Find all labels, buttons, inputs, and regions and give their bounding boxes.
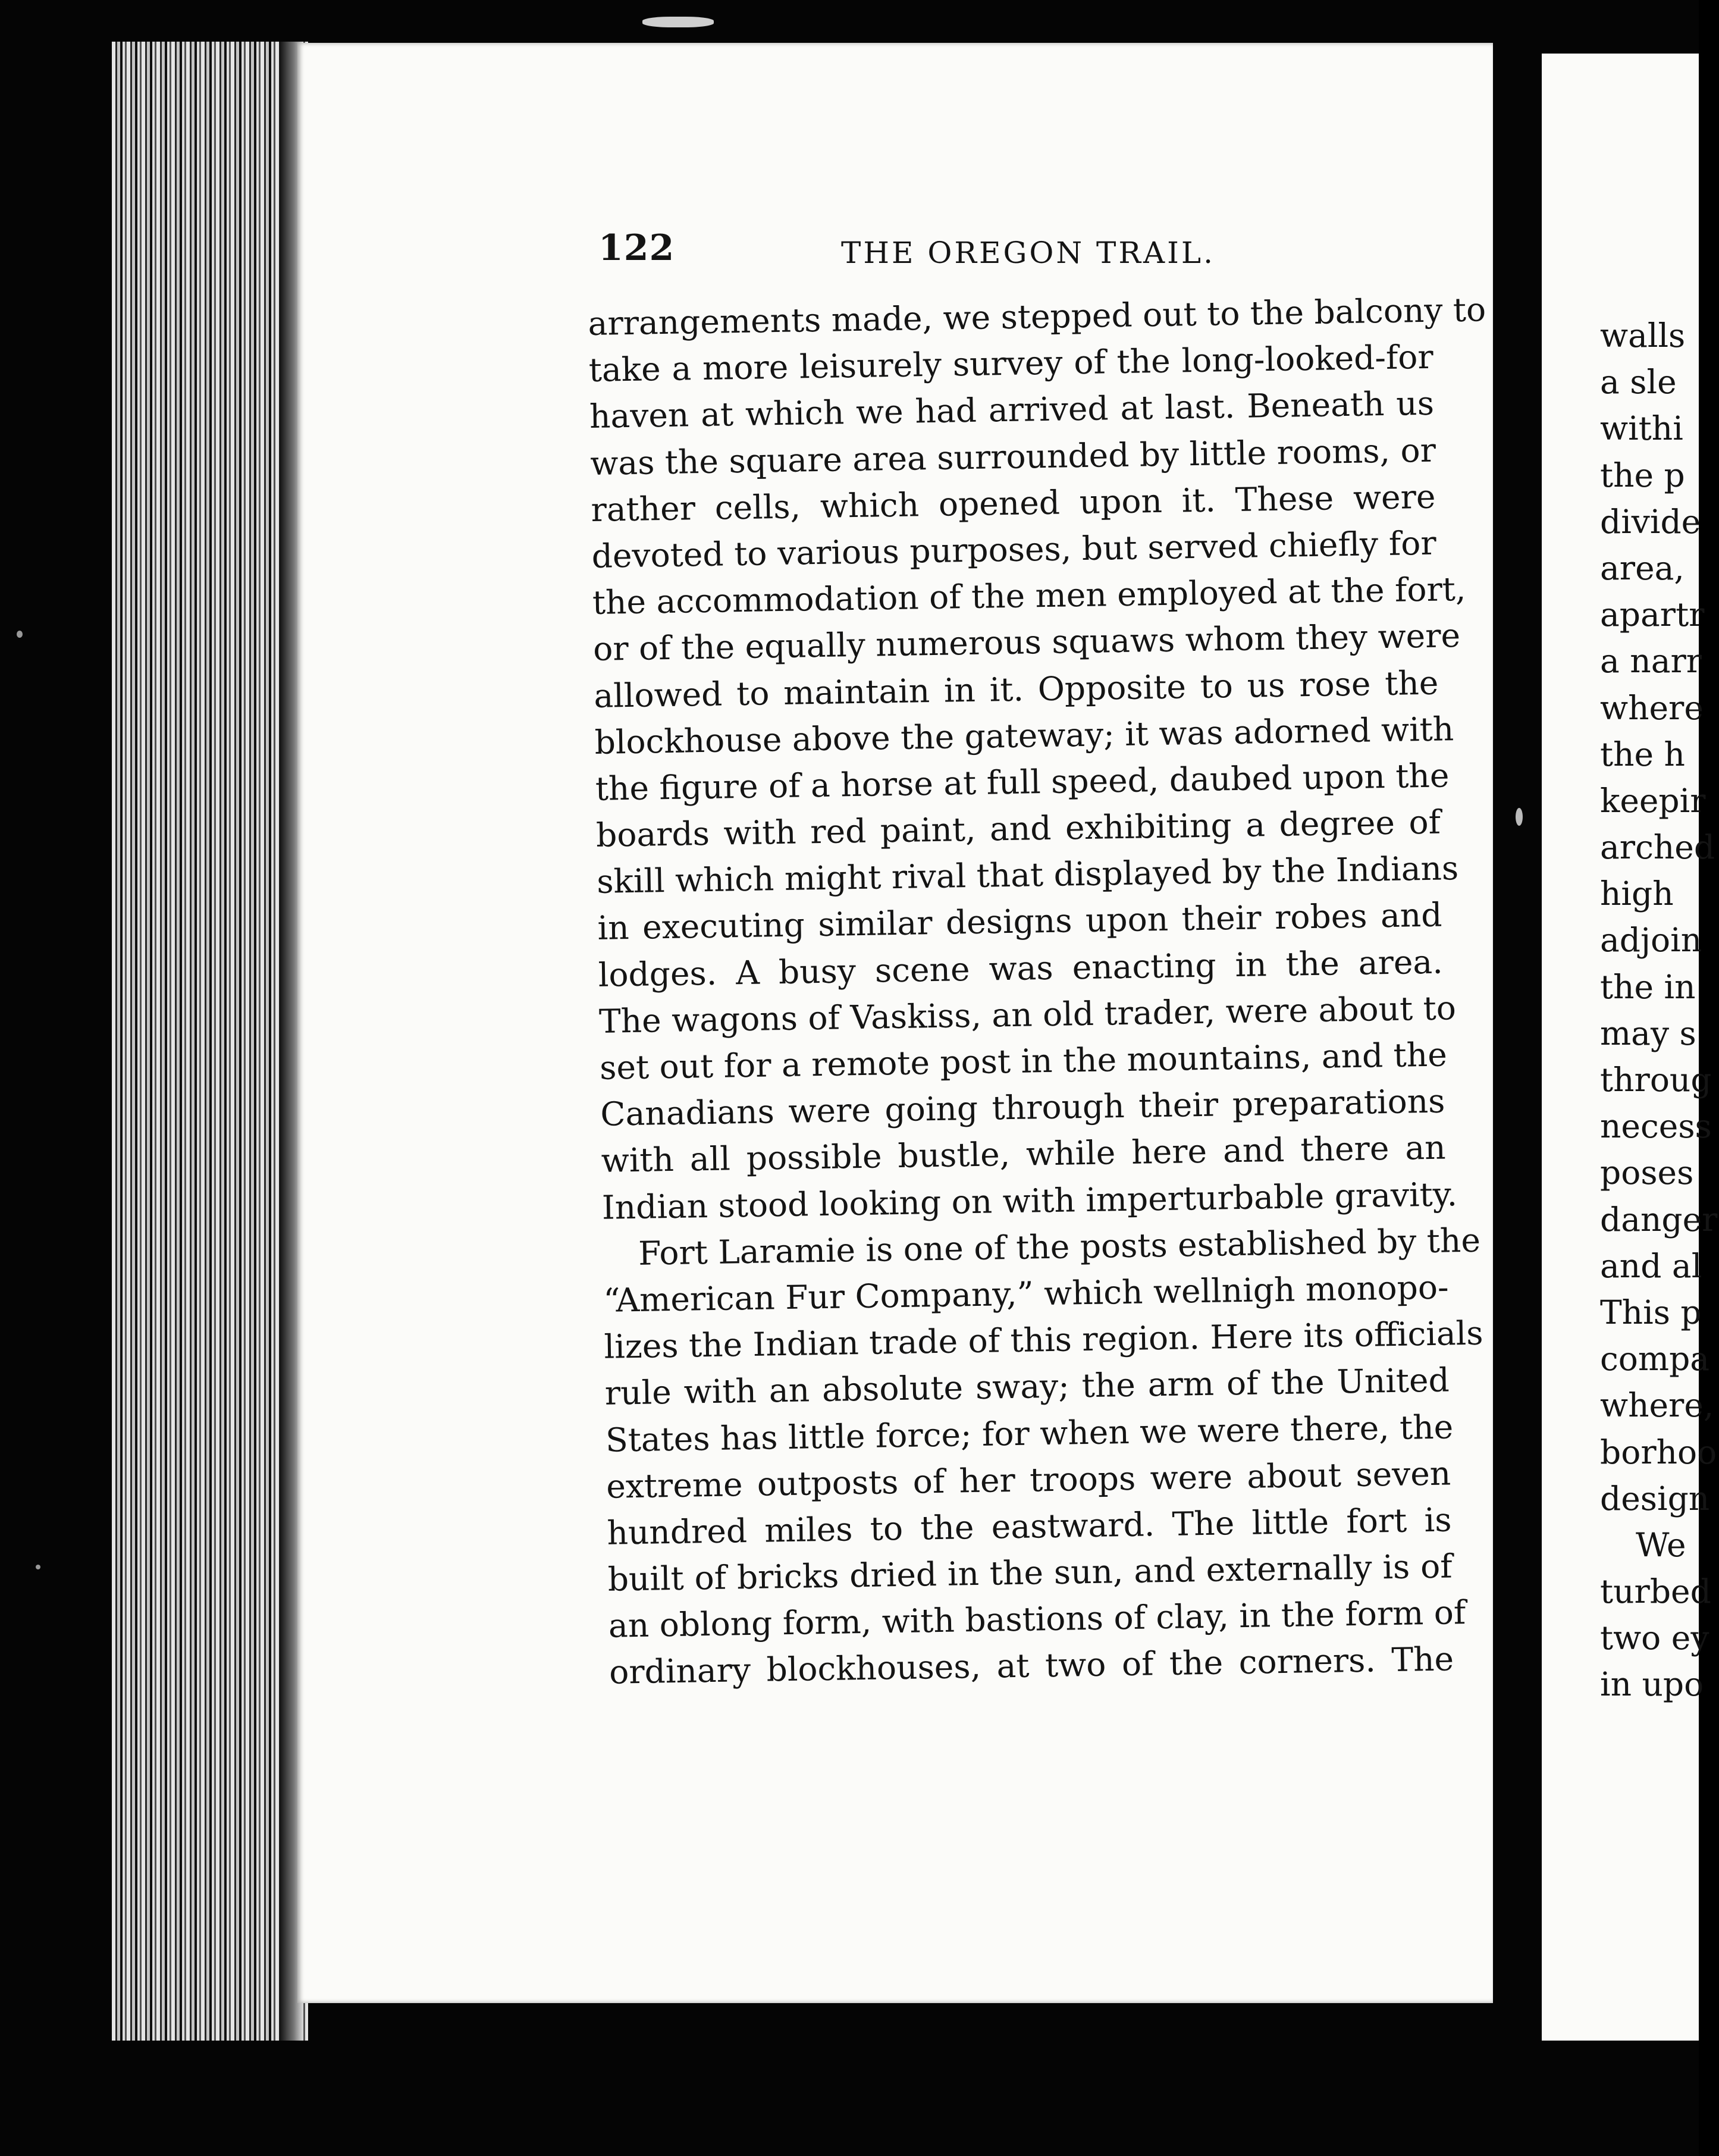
facing-text-line: high bbox=[1600, 875, 1674, 913]
facing-text-line: design bbox=[1600, 1479, 1710, 1518]
text-line: rule with an absolute sway; the arm of the United bbox=[604, 1361, 1450, 1413]
text-line: the accommodation of the men employed at the fort, bbox=[592, 569, 1466, 622]
facing-text-line: the in bbox=[1600, 967, 1696, 1006]
running-head bbox=[598, 227, 1431, 275]
text-line: allowed to maintain in it. Opposite to us rose the bbox=[593, 663, 1439, 715]
facing-text-line: a sle bbox=[1600, 363, 1677, 402]
facing-text-line: apartr bbox=[1600, 596, 1705, 634]
facing-text-line: keepir bbox=[1600, 781, 1706, 820]
text-line: haven at which we had arrived at last. Beneath us bbox=[589, 384, 1435, 436]
facing-text-line: borhoo bbox=[1600, 1433, 1717, 1471]
facing-text-line: arched bbox=[1600, 828, 1715, 867]
text-line: take a more leisurely survey of the long-looked-for bbox=[588, 337, 1434, 390]
text-line: the figure of a horse at full speed, daubed upon the bbox=[595, 756, 1450, 808]
facing-text-line: where, bbox=[1600, 1386, 1714, 1425]
facing-text-line: in upo bbox=[1600, 1665, 1704, 1704]
text-line: set out for a remote post in the mountains, and the bbox=[599, 1035, 1448, 1087]
running-title: THE OREGON TRAIL. bbox=[841, 236, 1216, 270]
facing-text-line: turbed bbox=[1600, 1572, 1711, 1611]
text-line: in executing similar designs upon their robes and bbox=[597, 896, 1442, 948]
facing-text-line: compa bbox=[1600, 1340, 1710, 1378]
facing-text-line: and al bbox=[1600, 1246, 1702, 1285]
text-line: rather cells, which opened upon it. These were bbox=[591, 477, 1436, 529]
facing-text-line: where bbox=[1600, 688, 1704, 727]
text-line: was the square area surrounded by little rooms, or bbox=[589, 431, 1436, 482]
text-line: The wagons of Vaskiss, an old trader, were about to bbox=[598, 989, 1457, 1041]
text-line: “American Fur Company,” which wellnigh monopo- bbox=[603, 1268, 1449, 1320]
facing-text-line: withi bbox=[1600, 409, 1683, 448]
facing-text-line: the h bbox=[1600, 735, 1685, 773]
dust-speck bbox=[642, 17, 714, 27]
text-line: Fort Laramie is one of the posts established by the bbox=[638, 1221, 1481, 1273]
text-line: Indian stood looking on with imperturbable gravity. bbox=[601, 1174, 1458, 1227]
facing-text-line: throug bbox=[1600, 1061, 1712, 1099]
facing-text-line: adjoin bbox=[1600, 921, 1702, 960]
text-line: built of bricks dried in the sun, and externally is of bbox=[607, 1547, 1453, 1599]
facing-text-line: divide bbox=[1600, 502, 1701, 541]
facing-page-text bbox=[1600, 312, 1719, 1708]
text-line: Canadians were going through their preparations bbox=[600, 1082, 1445, 1134]
facing-text-line: the p bbox=[1600, 456, 1685, 494]
facing-text-line: danger bbox=[1600, 1200, 1718, 1239]
body-text bbox=[588, 287, 1486, 1696]
facing-text-line: necess bbox=[1600, 1107, 1712, 1146]
facing-text-line: a narr bbox=[1600, 642, 1702, 681]
text-line: devoted to various purposes, but served chiefly for bbox=[591, 524, 1437, 575]
text-line: boards with red paint, and exhibiting a degree of bbox=[595, 803, 1441, 854]
facing-text-line: poses bbox=[1600, 1154, 1694, 1192]
text-line: ordinary blockhouses, at two of the corners. The bbox=[608, 1640, 1454, 1692]
dust-speck bbox=[36, 1565, 40, 1569]
text-line: with all possible bustle, while here and there an bbox=[601, 1128, 1447, 1180]
text-line: States has little force; for when we were there, the bbox=[605, 1407, 1454, 1459]
facing-text-line: two ey bbox=[1600, 1619, 1709, 1657]
facing-text-line: may s bbox=[1600, 1014, 1696, 1052]
text-line: an oblong form, with bastions of clay, in the form of bbox=[608, 1593, 1466, 1645]
text-line: blockhouse above the gateway; it was adorned with bbox=[594, 709, 1454, 762]
text-line: lizes the Indian trade of this region. Here its officials bbox=[604, 1314, 1483, 1366]
facing-text-line: area, bbox=[1600, 549, 1685, 587]
facing-text-line: We bbox=[1636, 1525, 1686, 1564]
text-line: hundred miles to the eastward. The little fort is bbox=[607, 1500, 1452, 1552]
text-line: skill which might rival that displayed by the Indians bbox=[596, 849, 1459, 901]
text-line: extreme outposts of her troops were about seven bbox=[606, 1454, 1451, 1506]
text-line: arrangements made, we stepped out to the balcony to bbox=[588, 290, 1486, 343]
text-line: lodges. A busy scene was enacting in the area. bbox=[598, 942, 1444, 994]
dust-speck bbox=[1516, 808, 1523, 826]
dust-speck bbox=[17, 631, 23, 638]
facing-text-line: This p bbox=[1600, 1293, 1702, 1331]
text-line: or of the equally numerous squaws whom they were bbox=[592, 616, 1461, 669]
facing-text-line: walls bbox=[1600, 316, 1686, 355]
page-number: 122 bbox=[598, 227, 675, 269]
book-page-edges bbox=[112, 42, 308, 2041]
